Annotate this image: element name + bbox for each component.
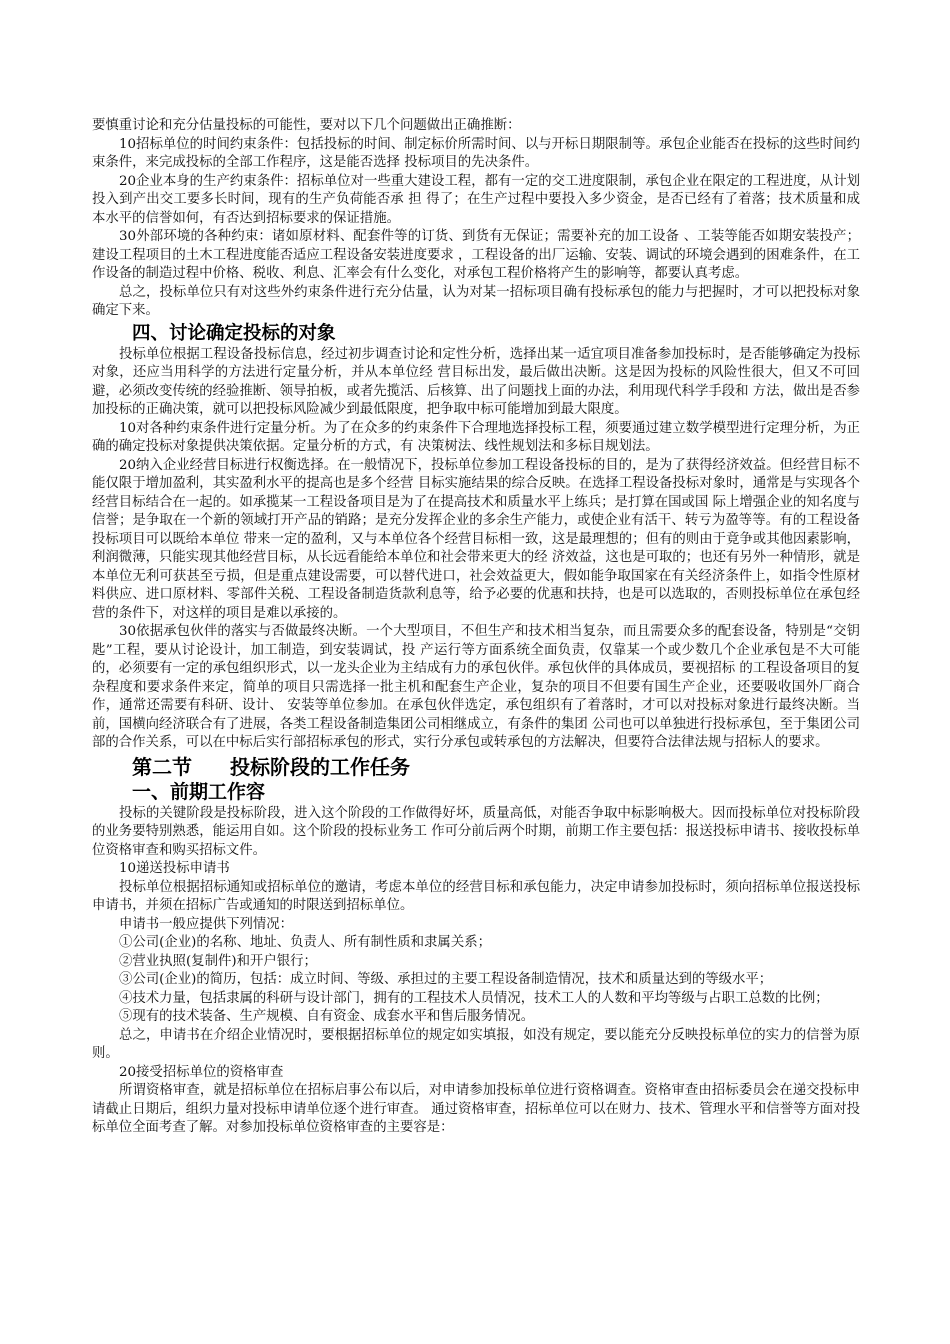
paragraph-production-constraint: 20企业本身的生产约束条件：招标单位对一些重大建设工程，都有一定的交工进度限制，承包企业在限定的工程进度，从计划投入到产出交工要多长时间，现有的生产负荷能否承 担 得了；在生产过程中要投入多少资金，是否已经有了着落；技术质量和成本水平的信誉如何，有否达到招标要求的保证措施。 <box>92 173 860 226</box>
paragraph-quantitative: 10对各种约束条件进行定量分析。为了在众多的约束条件下合理地选择投标工程，须要通过建立数学模型进行定理分析，为正确的确定投标对象提供决策依据。定量分析的方式，有 决策树法、线性规划法和多标目规划法。 <box>92 420 860 454</box>
paragraph-decide-target: 投标单位根据工程设备投标信息，经过初步调查讨论和定性分析，选择出某一适宜项目准备参加投标时，是否能够确定为投标对象，还应当用科学的方法进行定量分析，并从本单位经 营目标出发，最后做出决断。这是因为投标的风险性很大，但又不可回避，必须改变传统的经验推断、领导拍板，或者先揽活、后核算、出了问题找上面的办法，利用现代科学手段和 方法，做出是否参加投标的正确决策，就可以把投标风险减少到最低限度，把争取中标可能增加到最大限度。 <box>92 346 860 417</box>
paragraph-time-constraint: 10招标单位的时间约束条件：包括投标的时间、制定标价所需时间、以与开标日期限制等。承包企业能否在投标的这些时间约束条件，来完成投标的全部工作程序，这是能否选择 投标项目的先决条件。 <box>92 136 860 170</box>
chapter-number: 第二节 <box>132 754 192 779</box>
paragraph-partners: 30依据承包伙伴的落实与否做最终决断。一个大型项目，不但生产和技术相当复杂，而且需要众多的配套设备，特别是“交钥匙”工程，要从讨论设计，加工制造，到安装调试，投 产运行等方面系统全面负责，仅靠某一个或少数几个企业承包是不大可能的，必须要有一定的承包组织形式，以一龙头企业为主结成有力的承包伙伴。承包伙伴的具体成员，要视招标 的工程设备项目的复杂程度和要求条件来定，简单的项目只需选择一批主机和配套生产企业，复杂的项目不但要有国生产企业，还要吸收国外厂商合作，通常还需要有科研、设计、 安装等单位参加。在承包伙伴选定，承包组织有了着落时，才可以对投标对象进行最终决断。当前，国横向经济联合有了进展，各类工程设备制造集团公司相继成立，有条件的集团 公司也可以单独进行投标承包，至于集团公司部的合作关系，可以在中标后实行部招标承包的形式，实行分承包或转承包的方法解决，但要符合法律法规与招标人的要求。 <box>92 624 860 750</box>
paragraph-external-constraint: 30外部环境的各种约束：诸如原材料、配套件等的订货、到货有无保证；需要补充的加工设备 、工装等能否如期安装投产；建设工程项目的土木工程进度能否适应工程设备安装进度要求 ，工程设备的出厂运输、安装、调试的环境会遇到的困难条件，在工作设备的制造过程中价格、税收、利息、汇率会有什么变化，对承包工程价格将产生的影响等，都要认真考虑。 <box>92 229 860 281</box>
paragraph-intro: 要慎重讨论和充分估量投标的可能性，要对以下几个问题做出正确推断： <box>92 118 521 133</box>
section-heading-four: 四、讨论确定投标的对象 <box>132 322 336 344</box>
chapter-heading <box>132 755 860 780</box>
subsection-heading-one: 一、前期工作容 <box>132 780 266 803</box>
list-item-3: ③公司(企业)的简历，包括：成立时间、等级、承担过的主要工程设备制造情况，技术和质量达到的等级水平； <box>119 972 773 987</box>
item-2-body: 所谓资格审查，就是招标单位在招标启事公布以后，对申请参加投标单位进行资格调查。资格审查由招标委员会在递交投标申请截止日期后，组织力量对投标申请单位逐个进行审查。 通过资格审查，招标单位可以在财力、技术、管理水平和信誉等方面对投标单位全面考查了解。对参加投标单位资格审查的主要容是： <box>92 1083 860 1135</box>
item-2-title: 20接受招标单位的资格审查 <box>119 1064 284 1080</box>
paragraph-summary-2: 总之，申请书在介绍企业情况时，要根据招标单位的规定如实填报，如没有规定，要以能充分反映投标单位的实力的信誉为原则。 <box>92 1027 860 1061</box>
list-item-4: ④技术力量，包括隶属的科研与设计部门，拥有的工程技术人员情况，技术工人的人数和平均等级与占职工总数的比例； <box>119 990 829 1006</box>
list-item-1: ①公司(企业)的名称、地址、负责人、所有制性质和隶属关系； <box>119 935 491 950</box>
list-item-5: ⑤现有的技术装备、生产规模、自有资金、成套水平和售后服务情况。 <box>119 1009 535 1024</box>
paragraph-business-goals: 20纳入企业经营目标进行权衡选择。在一般情况下，投标单位参加工程设备投标的目的，是为了获得经济效益。但经营目标不能仅限于增加盈利，其实盈利水平的提高也是多个经营 目标实施结果的综合反映。在选择工程设备投标对象时，通常是与实现各个经营目标结合在一起的。如承揽某一工程设备项目是为了在提高技术和质量水平上练兵；是打算在国或国 际上增强企业的知名度与信誉；是争取在一个新的领域打开产品的销路；是充分发挥企业的多余生产能力，或使企业有活干、转亏为盈等等。有的工程设备投标项目可以既给本单位 带来一定的盈利，又与本单位各个经营目标相一致，这是最理想的；但有的则由于竟争或其他因素影响，利润微薄，只能实现其他经营目标，从长远看能给本单位和社会带来更大的经 济效益，这也是可取的；也还有另外一种情形，就是本单位无利可获甚至亏损，但是重点建设需要，可以替代进口，社会效益更大，假如能争取国家在有关经济条件上，如指令性原材 料供应、进口原材料、零部件关税、工程设备制造货款利息等，给予必要的优惠和扶持，也是可以选取的，否则投标单位在承包经营的条件下，对这样的项目是难以承接的。 <box>92 457 860 621</box>
chapter-title: 投标阶段的工作任务 <box>230 754 410 779</box>
item-1-title: 10递送投标申请书 <box>119 861 230 876</box>
list-item-2: ②营业执照(复制件)和开户银行； <box>119 953 317 969</box>
item-1-list-intro: 申请书一般应提供下列情况： <box>119 916 294 932</box>
document-page <box>92 117 860 1138</box>
paragraph-key-stage: 投标的关键阶段是投标阶段，进入这个阶段的工作做得好坏，质量高低，对能否争取中标影响极大。因而投标单位对投标阶段的业务要特别熟悉，能运用自如。这个阶段的投标业务工 作可分前后两个时期，前期工作主要包括：报送投标申请书、接收投标单位资格审查和购买招标文件。 <box>92 805 860 858</box>
paragraph-summary-1: 总之，投标单位只有对这些外约束条件进行充分估量，认为对某一招标项目确有投标承包的能力与把握时，才可以把投标对象确定下来。 <box>92 284 860 318</box>
item-1-body: 投标单位根据招标通知或招标单位的邀请，考虑本单位的经营目标和承包能力，决定申请参加投标时，须向招标单位报送投标申请书，并须在招标广告或通知的时限送到招标单位。 <box>92 879 860 913</box>
